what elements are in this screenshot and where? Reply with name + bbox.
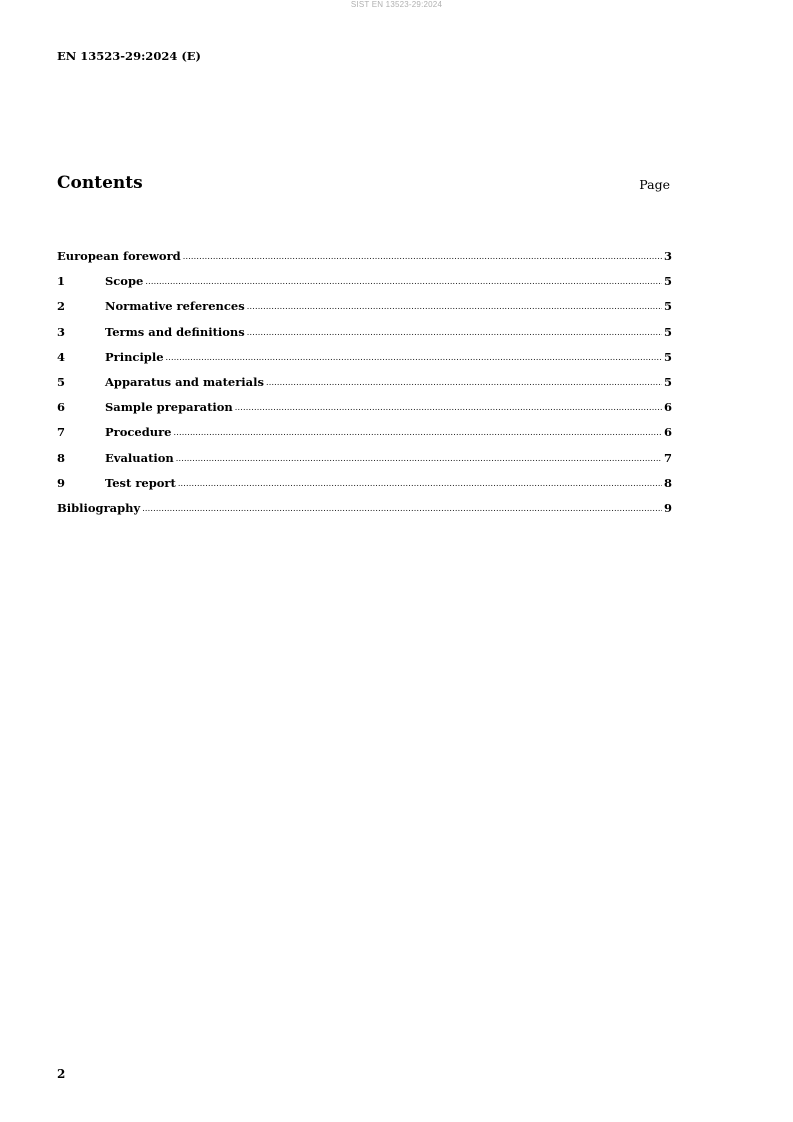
toc-entry-page: 5 xyxy=(663,374,672,389)
toc-entry-number: 1 xyxy=(57,274,66,289)
toc-dot-leader xyxy=(176,450,662,464)
toc-entry-page: 8 xyxy=(663,475,672,490)
toc-entry-page: 5 xyxy=(663,299,672,314)
toc-dot-leader xyxy=(166,349,662,363)
toc-entry[interactable] xyxy=(57,425,672,450)
toc-entry[interactable] xyxy=(57,501,672,526)
toc-entry-title[interactable]: Test report xyxy=(105,475,176,490)
toc-entry-title[interactable]: Principle xyxy=(105,349,164,364)
toc-dot-leader xyxy=(247,324,662,338)
toc-entry[interactable] xyxy=(57,299,672,324)
toc-dot-leader xyxy=(178,475,662,489)
toc-dot-leader xyxy=(173,424,662,438)
toc-entry-page: 5 xyxy=(663,274,672,289)
toc-entry-number: 9 xyxy=(57,475,66,490)
toc-entry-number: 8 xyxy=(57,450,66,465)
toc-entry-page: 3 xyxy=(663,249,672,263)
toc-entry-page: 7 xyxy=(663,450,672,465)
toc-entry-number: 5 xyxy=(57,374,66,389)
toc-entry-title[interactable]: Normative references xyxy=(105,299,245,314)
toc-entry-number: 7 xyxy=(57,425,66,440)
toc-dot-leader xyxy=(145,273,662,287)
toc-entry-title[interactable]: Apparatus and materials xyxy=(105,374,264,389)
toc-entry-page: 6 xyxy=(663,425,672,440)
toc-entry-number: 3 xyxy=(57,324,66,339)
toc-entry-title[interactable]: Sample preparation xyxy=(105,400,233,415)
toc-entry[interactable] xyxy=(57,400,672,425)
toc-entry[interactable] xyxy=(57,476,672,501)
toc-entry-page: 6 xyxy=(663,400,672,415)
toc-entry[interactable] xyxy=(57,375,672,400)
toc-entry[interactable] xyxy=(57,274,672,299)
page-column-label: Page xyxy=(639,177,670,192)
page-number: 2 xyxy=(57,1067,66,1081)
toc-dot-leader xyxy=(247,298,662,312)
toc-entry-title[interactable]: Bibliography xyxy=(57,500,141,515)
toc-entry-page: 5 xyxy=(663,324,672,339)
toc-dot-leader xyxy=(235,399,662,413)
table-of-contents xyxy=(57,249,672,526)
toc-entry-number: 4 xyxy=(57,349,66,364)
toc-entry[interactable] xyxy=(57,451,672,476)
toc-dot-leader xyxy=(142,500,662,514)
page-title: Contents xyxy=(57,173,143,193)
toc-entry-title[interactable]: Scope xyxy=(105,274,144,289)
toc-dot-leader xyxy=(266,374,662,388)
toc-entry-page: 5 xyxy=(663,349,672,364)
toc-entry-title[interactable]: European foreword xyxy=(57,249,181,263)
watermark: SIST EN 13523-29:2024 xyxy=(350,0,443,9)
toc-entry[interactable] xyxy=(57,325,672,350)
toc-dot-leader xyxy=(183,248,662,262)
toc-entry-title[interactable]: Evaluation xyxy=(105,450,174,465)
toc-entry-title[interactable]: Terms and definitions xyxy=(105,324,245,339)
toc-entry-title[interactable]: Procedure xyxy=(105,425,172,440)
document-id: EN 13523-29:2024 (E) xyxy=(57,49,201,63)
toc-entry-number: 6 xyxy=(57,400,66,415)
toc-entry-number: 2 xyxy=(57,299,66,314)
toc-entry[interactable] xyxy=(57,350,672,375)
toc-entry[interactable] xyxy=(57,249,672,274)
toc-entry-page: 9 xyxy=(663,500,672,515)
